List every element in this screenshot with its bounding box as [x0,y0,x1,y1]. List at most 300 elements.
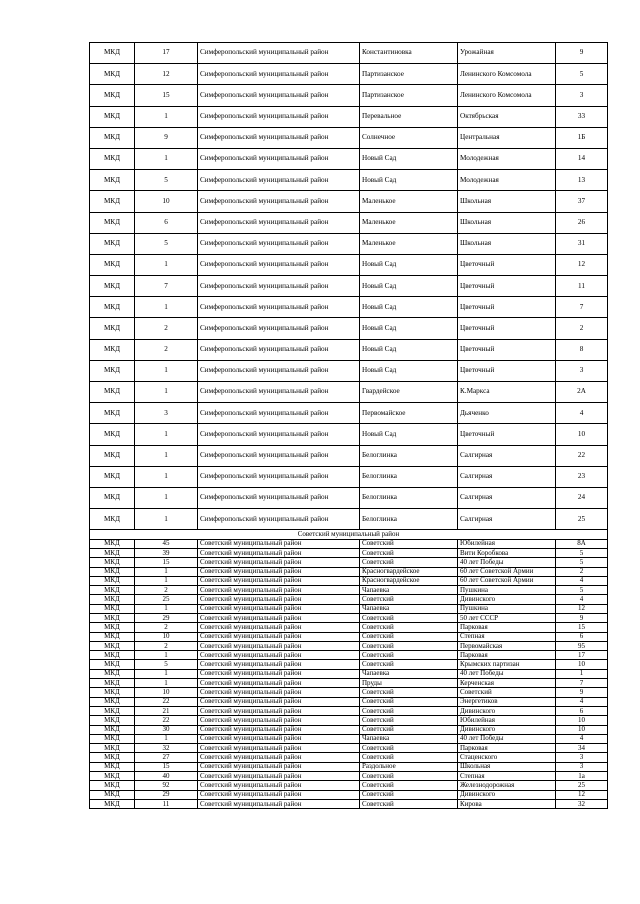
locality-cell: Советский [360,651,458,660]
type-cell: МКД [90,679,135,688]
table-row [90,424,608,445]
type-cell: МКД [90,339,135,360]
district-cell: Симферопольский муниципальный район [198,191,360,212]
type-cell: МКД [90,445,135,466]
district-cell: Симферопольский муниципальный район [198,339,360,360]
district-cell: Симферопольский муниципальный район [198,487,360,508]
table-row [90,339,608,360]
house-cell: 10 [556,424,608,445]
district-cell: Симферопольский муниципальный район [198,466,360,487]
house-cell: 7 [556,679,608,688]
street-cell: Железнодорожная [458,781,556,790]
house-cell: 32 [556,799,608,808]
count-cell: 15 [135,85,198,106]
table-row [90,487,608,508]
house-cell: 4 [556,403,608,424]
house-cell: 1 [556,669,608,678]
district-cell: Советский муниципальный район [198,567,360,576]
district-cell: Советский муниципальный район [198,651,360,660]
locality-cell: Советский [360,706,458,715]
type-cell: МКД [90,781,135,790]
street-cell: К.Маркса [458,382,556,403]
house-cell: 17 [556,651,608,660]
district-cell: Советский муниципальный район [198,799,360,808]
table-row [90,688,608,697]
type-cell: МКД [90,772,135,781]
house-cell: 4 [556,734,608,743]
type-cell: МКД [90,586,135,595]
house-cell: 37 [556,191,608,212]
street-cell: Школьная [458,191,556,212]
house-cell: 22 [556,445,608,466]
table-row [90,85,608,106]
house-cell: 3 [556,762,608,771]
table-row [90,613,608,622]
type-cell: МКД [90,762,135,771]
district-cell: Советский муниципальный район [198,734,360,743]
count-cell: 1 [135,651,198,660]
count-cell: 1 [135,360,198,381]
locality-cell: Новый Сад [360,254,458,275]
table-row [90,360,608,381]
district-cell: Советский муниципальный район [198,772,360,781]
street-cell: Кирова [458,799,556,808]
district-cell: Советский муниципальный район [198,539,360,548]
house-cell: 4 [556,595,608,604]
type-cell: МКД [90,106,135,127]
count-cell: 30 [135,725,198,734]
house-cell: 8А [556,539,608,548]
table-row [90,318,608,339]
district-cell: Симферопольский муниципальный район [198,403,360,424]
table-row [90,706,608,715]
district-cell: Советский муниципальный район [198,660,360,669]
type-cell: МКД [90,669,135,678]
locality-cell: Красногвардейское [360,567,458,576]
count-cell: 2 [135,339,198,360]
count-cell: 29 [135,613,198,622]
house-cell: 15 [556,623,608,632]
table-row [90,623,608,632]
house-cell: 1Б [556,127,608,148]
table-row [90,548,608,557]
locality-cell: Советский [360,688,458,697]
type-cell: МКД [90,403,135,424]
table-row [90,772,608,781]
table-row [90,297,608,318]
table-row [90,233,608,254]
type-cell: МКД [90,651,135,660]
house-cell: 33 [556,106,608,127]
street-cell: Урожайная [458,43,556,64]
table-row [90,382,608,403]
district-cell: Советский муниципальный район [198,697,360,706]
locality-cell: Советский [360,716,458,725]
count-cell: 92 [135,781,198,790]
district-cell: Советский муниципальный район [198,716,360,725]
street-cell: Салгирная [458,487,556,508]
street-cell: Юбилейная [458,716,556,725]
count-cell: 1 [135,669,198,678]
district-cell: Симферопольский муниципальный район [198,276,360,297]
house-cell: 5 [556,548,608,557]
house-cell: 2А [556,382,608,403]
count-cell: 1 [135,254,198,275]
table-row [90,641,608,650]
table-row [90,716,608,725]
street-cell: Школьная [458,212,556,233]
table-row [90,567,608,576]
house-cell: 6 [556,632,608,641]
locality-cell: Новый Сад [360,360,458,381]
street-cell: Степная [458,632,556,641]
locality-cell: Раздольное [360,762,458,771]
locality-cell: Советский [360,744,458,753]
count-cell: 1 [135,466,198,487]
street-cell: Октябрьская [458,106,556,127]
house-cell: 10 [556,660,608,669]
street-cell: Парковая [458,651,556,660]
table-row [90,445,608,466]
table-row [90,632,608,641]
street-cell: Цветочный [458,254,556,275]
table-row [90,127,608,148]
house-cell: 6 [556,706,608,715]
section-title: Советский муниципальный район [90,530,608,539]
type-cell: МКД [90,790,135,799]
locality-cell: Советский [360,623,458,632]
count-cell: 2 [135,641,198,650]
district-cell: Симферопольский муниципальный район [198,85,360,106]
locality-cell: Новый Сад [360,318,458,339]
count-cell: 25 [135,595,198,604]
street-cell: Стаценского [458,753,556,762]
table-row [90,781,608,790]
house-cell: 12 [556,604,608,613]
table-row [90,697,608,706]
locality-cell: Новый Сад [360,297,458,318]
district-cell: Симферопольский муниципальный район [198,445,360,466]
district-cell: Советский муниципальный район [198,548,360,557]
table-row [90,254,608,275]
house-cell: 2 [556,318,608,339]
count-cell: 17 [135,43,198,64]
locality-cell: Советский [360,613,458,622]
locality-cell: Первомайское [360,403,458,424]
street-cell: Дивинского [458,706,556,715]
count-cell: 15 [135,558,198,567]
locality-cell: Белоглинка [360,445,458,466]
count-cell: 15 [135,762,198,771]
table-row [90,679,608,688]
type-cell: МКД [90,424,135,445]
house-cell: 3 [556,360,608,381]
locality-cell: Новый Сад [360,276,458,297]
table-row [90,170,608,191]
district-cell: Советский муниципальный район [198,781,360,790]
table-row [90,106,608,127]
count-cell: 6 [135,212,198,233]
type-cell: МКД [90,318,135,339]
street-cell: Цветочный [458,360,556,381]
count-cell: 1 [135,509,198,530]
house-cell: 25 [556,509,608,530]
count-cell: 1 [135,567,198,576]
house-cell: 2 [556,567,608,576]
locality-cell: Чапаевка [360,604,458,613]
street-cell: Парковая [458,623,556,632]
type-cell: МКД [90,466,135,487]
street-cell: Ленинского Комсомола [458,64,556,85]
house-cell: 31 [556,233,608,254]
locality-cell: Чапаевка [360,586,458,595]
count-cell: 40 [135,772,198,781]
house-cell: 12 [556,790,608,799]
district-cell: Симферопольский муниципальный район [198,212,360,233]
count-cell: 5 [135,660,198,669]
house-cell: 3 [556,753,608,762]
street-cell: Цветочный [458,318,556,339]
locality-cell: Гвардейское [360,382,458,403]
type-cell: МКД [90,548,135,557]
locality-cell: Советский [360,781,458,790]
table-row [90,734,608,743]
street-cell: Советский [458,688,556,697]
street-cell: Салгирная [458,466,556,487]
street-cell: 40 лет Победы [458,734,556,743]
district-cell: Симферопольский муниципальный район [198,170,360,191]
count-cell: 5 [135,233,198,254]
district-cell: Симферопольский муниципальный район [198,424,360,445]
district-cell: Советский муниципальный район [198,706,360,715]
table-row [90,64,608,85]
house-cell: 8 [556,339,608,360]
district-cell: Советский муниципальный район [198,632,360,641]
count-cell: 22 [135,697,198,706]
count-cell: 1 [135,297,198,318]
street-cell: Молодежная [458,170,556,191]
count-cell: 21 [135,706,198,715]
table-row [90,191,608,212]
count-cell: 1 [135,734,198,743]
type-cell: МКД [90,716,135,725]
type-cell: МКД [90,660,135,669]
district-cell: Советский муниципальный район [198,669,360,678]
count-cell: 27 [135,753,198,762]
table-row [90,576,608,585]
street-cell: Цветочный [458,339,556,360]
district-cell: Советский муниципальный район [198,641,360,650]
house-cell: 5 [556,64,608,85]
document-page [89,42,607,809]
count-cell: 1 [135,148,198,169]
house-cell: 34 [556,744,608,753]
table-row [90,799,608,808]
street-cell: Энергетиков [458,697,556,706]
house-cell: 14 [556,148,608,169]
type-cell: МКД [90,725,135,734]
count-cell: 2 [135,623,198,632]
district-cell: Симферопольский муниципальный район [198,382,360,403]
street-cell: 60 лет Советской Армии [458,576,556,585]
house-cell: 95 [556,641,608,650]
locality-cell: Новый Сад [360,424,458,445]
locality-cell: Советский [360,725,458,734]
table-row [90,539,608,548]
locality-cell: Белоглинка [360,466,458,487]
street-cell: Молодежная [458,148,556,169]
district-cell: Советский муниципальный район [198,558,360,567]
street-cell: Крымских партизан [458,660,556,669]
type-cell: МКД [90,604,135,613]
street-cell: Дьяченко [458,403,556,424]
count-cell: 2 [135,586,198,595]
house-cell: 4 [556,697,608,706]
type-cell: МКД [90,276,135,297]
locality-cell: Советский [360,558,458,567]
table-row [90,669,608,678]
district-cell: Советский муниципальный район [198,679,360,688]
district-cell: Советский муниципальный район [198,595,360,604]
locality-cell: Маленькое [360,233,458,254]
house-cell: 9 [556,688,608,697]
locality-cell: Новый Сад [360,339,458,360]
type-cell: МКД [90,558,135,567]
type-cell: МКД [90,799,135,808]
house-cell: 5 [556,558,608,567]
type-cell: МКД [90,595,135,604]
type-cell: МКД [90,64,135,85]
locality-cell: Партизанское [360,85,458,106]
type-cell: МКД [90,632,135,641]
locality-cell: Советский [360,595,458,604]
locality-cell: Советский [360,772,458,781]
type-cell: МКД [90,360,135,381]
type-cell: МКД [90,576,135,585]
locality-cell: Новый Сад [360,170,458,191]
house-cell: 10 [556,725,608,734]
locality-cell: Перевальное [360,106,458,127]
street-cell: Цветочный [458,424,556,445]
house-cell: 25 [556,781,608,790]
house-cell: 26 [556,212,608,233]
district-cell: Симферопольский муниципальный район [198,318,360,339]
house-cell: 7 [556,297,608,318]
type-cell: МКД [90,697,135,706]
district-cell: Советский муниципальный район [198,576,360,585]
house-cell: 24 [556,487,608,508]
table-row [90,651,608,660]
district-cell: Симферопольский муниципальный район [198,127,360,148]
count-cell: 1 [135,424,198,445]
count-cell: 32 [135,744,198,753]
type-cell: МКД [90,297,135,318]
locality-cell: Партизанское [360,64,458,85]
street-cell: Вити Коробкова [458,548,556,557]
street-cell: Парковая [458,744,556,753]
district-cell: Симферопольский муниципальный район [198,64,360,85]
street-cell: Салгирная [458,445,556,466]
table-row [90,148,608,169]
street-cell: 40 лет Победы [458,558,556,567]
locality-cell: Советский [360,753,458,762]
table-row [90,586,608,595]
type-cell: МКД [90,734,135,743]
street-cell: Школьная [458,233,556,254]
district-cell: Симферопольский муниципальный район [198,43,360,64]
count-cell: 11 [135,799,198,808]
street-cell: Салгирная [458,509,556,530]
locality-cell: Белоглинка [360,487,458,508]
district-cell: Симферопольский муниципальный район [198,106,360,127]
locality-cell: Чапаевка [360,669,458,678]
street-cell: Пушкина [458,604,556,613]
count-cell: 1 [135,106,198,127]
type-cell: МКД [90,509,135,530]
count-cell: 45 [135,539,198,548]
district-cell: Симферопольский муниципальный район [198,148,360,169]
street-cell: Цветочный [458,276,556,297]
type-cell: МКД [90,641,135,650]
locality-cell: Маленькое [360,191,458,212]
type-cell: МКД [90,233,135,254]
street-cell: Школьная [458,762,556,771]
type-cell: МКД [90,43,135,64]
district-cell: Симферопольский муниципальный район [198,360,360,381]
count-cell: 1 [135,576,198,585]
district-cell: Симферопольский муниципальный район [198,509,360,530]
locality-cell: Советский [360,660,458,669]
street-cell: Дивинского [458,725,556,734]
district-cell: Советский муниципальный район [198,762,360,771]
count-cell: 10 [135,632,198,641]
locality-cell: Советский [360,697,458,706]
type-cell: МКД [90,567,135,576]
locality-cell: Маленькое [360,212,458,233]
street-cell: 40 лет Победы [458,669,556,678]
table-row [90,753,608,762]
type-cell: МКД [90,382,135,403]
table-row [90,744,608,753]
type-cell: МКД [90,85,135,106]
street-cell: Цветочный [458,297,556,318]
table-row [90,43,608,64]
house-cell: 9 [556,613,608,622]
house-cell: 5 [556,586,608,595]
locality-cell: Чапаевка [360,734,458,743]
district-cell: Советский муниципальный район [198,586,360,595]
table-row [90,466,608,487]
table-body [90,43,608,809]
type-cell: МКД [90,613,135,622]
locality-cell: Советский [360,790,458,799]
type-cell: МКД [90,212,135,233]
locality-cell: Константиновка [360,43,458,64]
street-cell: 60 лет Советской Армии [458,567,556,576]
type-cell: МКД [90,127,135,148]
house-cell: 4 [556,576,608,585]
housing-table [89,42,608,809]
locality-cell: Красногвардейское [360,576,458,585]
type-cell: МКД [90,539,135,548]
house-cell: 3 [556,85,608,106]
street-cell: Пушкина [458,586,556,595]
count-cell: 1 [135,487,198,508]
type-cell: МКД [90,170,135,191]
type-cell: МКД [90,254,135,275]
count-cell: 10 [135,688,198,697]
type-cell: МКД [90,148,135,169]
